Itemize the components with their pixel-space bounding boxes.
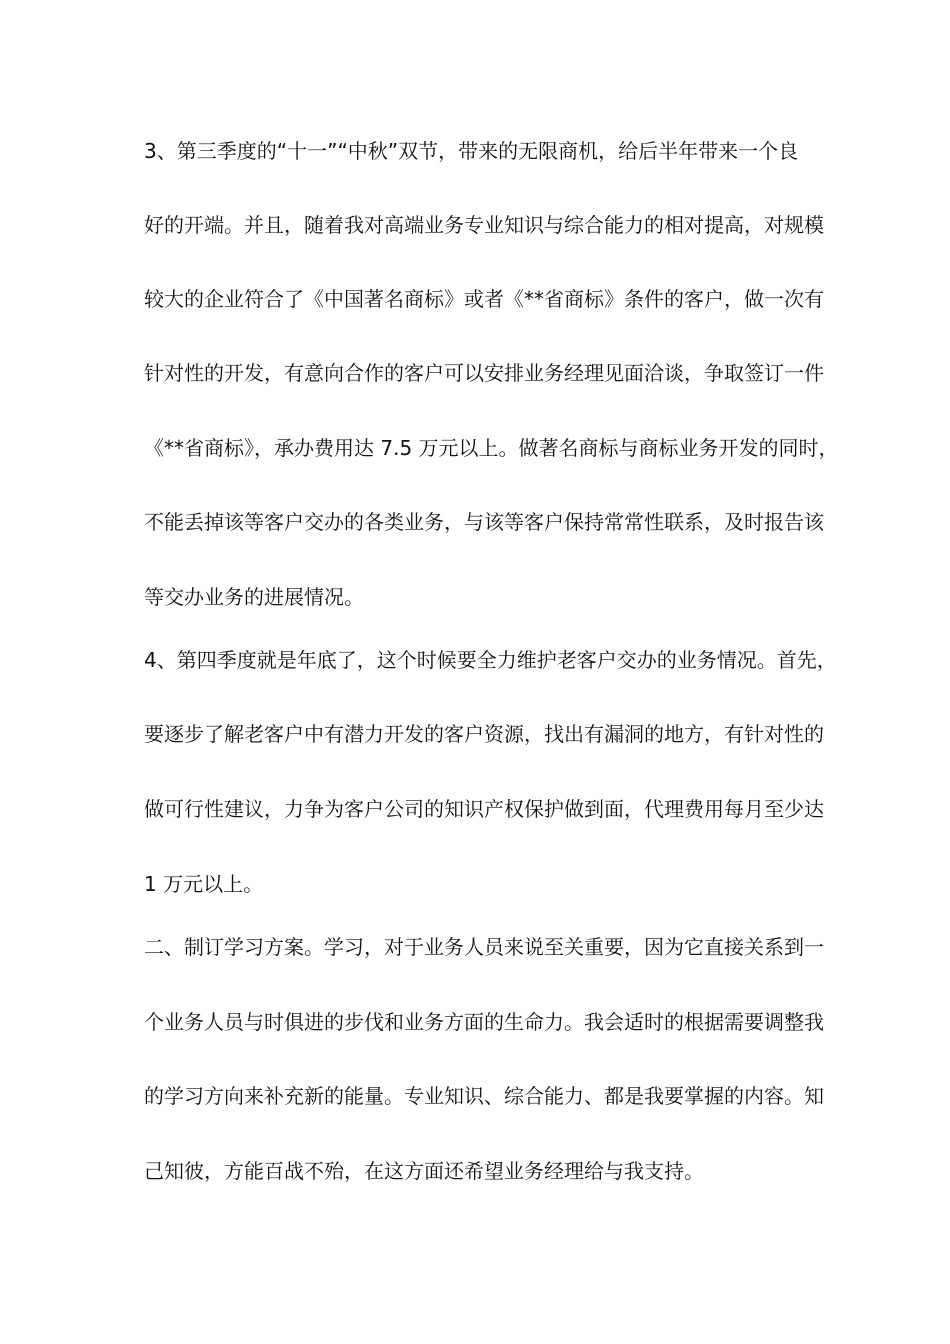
text-line: 的学习方向来补充新的能量。专业知识、综合能力、都是我要掌握的内容。知: [144, 1084, 824, 1108]
text-line: 3、第三季度的“十一”“中秋”双节，带来的无限商机，给后半年带来一个良: [144, 139, 799, 163]
text-line: 针对性的开发，有意向合作的客户可以安排业务经理见面洽谈，争取签订一件: [144, 361, 824, 385]
text-line: 较大的企业符合了《中国著名商标》或者《**省商标》条件的客户，做一次有: [144, 287, 824, 311]
text-line: 不能丢掉该等客户交办的各类业务，与该等客户保持常常性联系，及时报告该: [144, 510, 824, 534]
text-line: 1 万元以上。: [144, 872, 264, 896]
text-line: 个业务人员与时俱进的步伐和业务方面的生命力。我会适时的根据需要调整我: [144, 1010, 824, 1034]
text-line: 要逐步了解老客户中有潜力开发的客户资源，找出有漏洞的地方，有针对性的: [144, 722, 824, 746]
text-line: 二、制订学习方案。学习，对于业务人员来说至关重要，因为它直接关系到一: [144, 935, 824, 959]
text-line: 等交办业务的进展情况。: [144, 585, 364, 609]
text-line: 好的开端。并且，随着我对高端业务专业知识与综合能力的相对提高，对规模: [144, 213, 824, 237]
text-line: 4、第四季度就是年底了，这个时候要全力维护老客户交办的业务情况。首先，: [144, 648, 837, 672]
text-line: 己知彼，方能百战不殆，在这方面还希望业务经理给与我支持。: [144, 1159, 704, 1183]
text-line: 做可行性建议，力争为客户公司的知识产权保护做到面，代理费用每月至少达: [144, 797, 824, 821]
text-line: 《**省商标》，承办费用达 7.5 万元以上。做著名商标与商标业务开发的同时，: [144, 436, 839, 460]
